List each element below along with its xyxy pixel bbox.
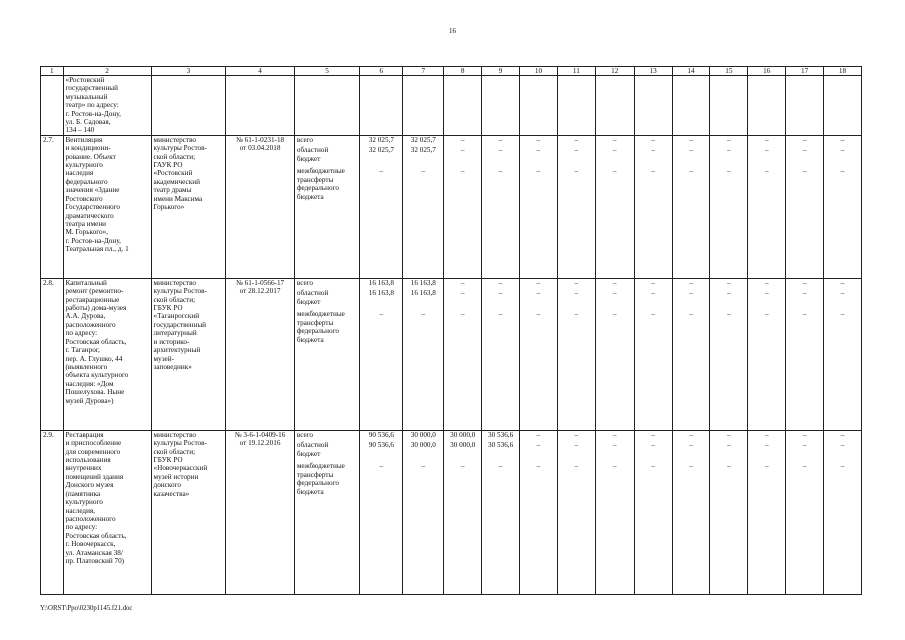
column-header: 16 [748, 67, 786, 76]
amount-value: – [574, 167, 579, 176]
amount-value: – [612, 441, 617, 450]
amount-value: – [379, 310, 384, 319]
funding-sources [294, 278, 360, 430]
amount-value: – [421, 462, 426, 471]
column-header: 17 [786, 67, 824, 76]
amount-value: 30 536,6 [488, 441, 514, 450]
object-name: Капитальный ремонт (ремонтно- реставрационные работы) дома-музея А.А. Дурова, расположенного по адресу: Ростовская область, г. Таганрог, пер. А. Глушко, 44 (выявленного объекта культурного наследия: «Дом Пошелухова. Ныне музей Дурова») [63, 278, 151, 430]
funding-source: всего [296, 135, 314, 144]
column-header: 15 [710, 67, 748, 76]
column-header: 2 [63, 67, 151, 76]
amount-value: – [802, 146, 807, 155]
amount-value: – [689, 146, 693, 155]
amount-value: – [421, 310, 426, 319]
amount-value: – [536, 462, 541, 471]
amount-value: – [498, 462, 503, 471]
continuation-row [41, 76, 862, 136]
amount-cell [520, 278, 558, 430]
amount-value: – [651, 278, 655, 287]
amount-value: – [727, 310, 731, 319]
agreement: № 61-1-0566-17 от 28.12.2017 [226, 278, 295, 430]
amount-cell [557, 135, 595, 278]
amount-value: 30 000,0 [450, 430, 476, 439]
amount-value: – [612, 146, 617, 155]
amount-value: – [612, 430, 617, 439]
amount-value: – [574, 462, 579, 471]
amount-value: – [651, 289, 655, 298]
amount-value: – [727, 462, 731, 471]
amount-cell [748, 430, 786, 594]
funding-source: областной бюджет [296, 146, 329, 163]
object-name: Реставрация и приспособление для современного использования внутренних помещений здания Донского музея (памятника культурного наследия, расположенного по адресу: Ростовская область, г. Новочеркасск, ул. Атаманская 38/ пр. Платовский 70) [63, 430, 151, 594]
amount-value: – [840, 146, 845, 155]
object-name: Вентиляция и кондициони- рование. Объект культурного наследия федерального значения «Здание Ростовского Государственного драматического театра имени М. Горького», г. Ростов-на-Дону, Театральная пл., д. 1 [63, 135, 151, 278]
amount-value: – [840, 430, 845, 439]
amount-value: – [536, 167, 541, 176]
column-header: 13 [634, 67, 672, 76]
amount-value: 16 163,8 [368, 278, 394, 287]
column-header: 18 [824, 67, 862, 76]
amount-cell [595, 135, 634, 278]
amount-cell [710, 430, 748, 594]
amount-cell [444, 135, 482, 278]
amount-cell [520, 430, 558, 594]
amount-cell [360, 430, 403, 594]
file-path-footer: Y:\ORST\Ppo\0230p1145.f21.doc [40, 605, 133, 612]
organization: министерство культуры Ростов- ской области; ГБУК РО «Таганрогский государственный литературный и историко- архитектурный музей- заповедник» [151, 278, 226, 430]
amount-value: 32 025,7 [368, 146, 394, 155]
amount-value: – [498, 135, 503, 144]
amount-value: – [651, 462, 655, 471]
column-header: 5 [294, 67, 360, 76]
column-header: 11 [557, 67, 595, 76]
amount-value: – [727, 430, 731, 439]
amount-cell [824, 430, 862, 594]
funding-source: областной бюджет [296, 441, 329, 458]
amount-value: – [612, 278, 617, 287]
amount-value: – [689, 289, 693, 298]
amount-value: – [727, 146, 731, 155]
amount-value: – [840, 167, 845, 176]
amount-value: – [460, 278, 465, 287]
amount-value: – [612, 462, 617, 471]
amount-value: – [498, 289, 503, 298]
amount-cell [710, 135, 748, 278]
amount-cell [482, 135, 520, 278]
amount-value: – [498, 278, 503, 287]
amount-value: – [460, 135, 465, 144]
amount-value: – [764, 441, 769, 450]
amount-value: – [840, 310, 845, 319]
amount-value: – [764, 430, 769, 439]
amount-value: – [764, 278, 769, 287]
amount-value: – [379, 462, 384, 471]
amount-value: – [840, 135, 845, 144]
amount-value: – [651, 430, 655, 439]
amount-value: – [840, 441, 845, 450]
amount-value: – [536, 146, 541, 155]
amount-value: – [802, 135, 807, 144]
amount-value: 30 000,0 [410, 441, 436, 450]
amount-cell [748, 135, 786, 278]
funding-source: областной бюджет [296, 289, 329, 306]
amount-value: – [727, 135, 731, 144]
amount-value: – [460, 146, 465, 155]
column-header: 8 [444, 67, 482, 76]
amount-value: – [574, 289, 579, 298]
agreement: № 3-6-1-0409-16 от 19.12.2016 [226, 430, 295, 594]
amount-cell [482, 278, 520, 430]
amount-value: – [651, 167, 655, 176]
amount-cell [672, 278, 710, 430]
column-header: 12 [595, 67, 634, 76]
amount-cell [403, 278, 444, 430]
amount-cell [403, 135, 444, 278]
amount-cell [595, 278, 634, 430]
amount-value: – [802, 167, 807, 176]
row-number: 2.7. [41, 135, 64, 278]
amount-value: – [498, 310, 503, 319]
amount-value: 32 025,7 [410, 135, 436, 144]
amount-value: – [727, 441, 731, 450]
funding-sources [294, 135, 360, 278]
amount-value: – [802, 289, 807, 298]
amount-value: – [802, 310, 807, 319]
column-header: 6 [360, 67, 403, 76]
amount-value: – [651, 310, 655, 319]
amount-cell [824, 278, 862, 430]
amount-value: – [536, 441, 541, 450]
amount-value: – [460, 167, 465, 176]
amount-value: 16 163,8 [368, 289, 394, 298]
cell-num [41, 76, 64, 136]
amount-value: – [689, 441, 693, 450]
amount-cell [748, 278, 786, 430]
budget-table [40, 66, 862, 595]
column-header: 10 [520, 67, 558, 76]
column-header: 1 [41, 67, 64, 76]
row-number: 2.9. [41, 430, 64, 594]
amount-value: – [612, 310, 617, 319]
amount-value: – [536, 289, 541, 298]
amount-value: 16 163,8 [410, 289, 436, 298]
amount-value: – [689, 167, 693, 176]
amount-value: – [840, 278, 845, 287]
funding-source: межбюджетные трансферты федерального бюджета [296, 462, 345, 496]
amount-value: 30 536,6 [488, 430, 514, 439]
amount-value: – [574, 146, 579, 155]
amount-value: – [689, 462, 693, 471]
amount-value: – [574, 430, 579, 439]
amount-value: – [498, 167, 503, 176]
amount-value: – [498, 146, 503, 155]
amount-value: – [536, 135, 541, 144]
amount-value: – [651, 441, 655, 450]
column-header: 4 [226, 67, 295, 76]
amount-value: – [764, 289, 769, 298]
amount-cell [444, 278, 482, 430]
table-row [41, 430, 862, 594]
funding-source: межбюджетные трансферты федерального бюджета [296, 310, 345, 344]
amount-value: – [689, 430, 693, 439]
amount-value: – [379, 167, 384, 176]
amount-cell [786, 135, 824, 278]
table-row [41, 278, 862, 430]
amount-value: – [802, 462, 807, 471]
amount-value: – [727, 167, 731, 176]
amount-value: – [460, 462, 465, 471]
amount-cell [557, 430, 595, 594]
amount-value: – [802, 278, 807, 287]
amount-value: – [764, 167, 769, 176]
header-row [41, 67, 862, 76]
funding-sources [294, 430, 360, 594]
organization: министерство культуры Ростов- ской области; ГАУК РО «Ростовский академический театр драмы имени Максима Горького» [151, 135, 226, 278]
amount-cell [520, 135, 558, 278]
column-header: 3 [151, 67, 226, 76]
amount-value: – [574, 441, 579, 450]
amount-value: – [727, 278, 731, 287]
column-header: 7 [403, 67, 444, 76]
amount-value: – [840, 289, 845, 298]
amount-value: – [802, 430, 807, 439]
amount-value: 30 000,0 [450, 441, 476, 450]
amount-value: – [651, 146, 655, 155]
amount-cell [482, 430, 520, 594]
amount-value: – [536, 310, 541, 319]
amount-cell [672, 135, 710, 278]
amount-value: – [574, 135, 579, 144]
column-header: 14 [672, 67, 710, 76]
amount-cell [824, 135, 862, 278]
amount-value: – [840, 462, 845, 471]
amount-cell [444, 430, 482, 594]
amount-cell [403, 430, 444, 594]
funding-source: всего [296, 430, 314, 439]
amount-value: – [460, 289, 465, 298]
amount-cell [595, 430, 634, 594]
funding-source: всего [296, 278, 314, 287]
amount-cell [786, 430, 824, 594]
amount-cell [786, 278, 824, 430]
amount-value: 30 000,0 [410, 430, 436, 439]
amount-value: – [421, 167, 426, 176]
amount-value: 16 163,8 [410, 278, 436, 287]
amount-cell [672, 430, 710, 594]
amount-value: 32 025,7 [368, 135, 394, 144]
amount-value: 90 536,6 [368, 441, 394, 450]
table-row [41, 135, 862, 278]
amount-cell [557, 278, 595, 430]
amount-value: – [536, 278, 541, 287]
amount-value: – [536, 430, 541, 439]
amount-value: – [764, 135, 769, 144]
amount-value: – [612, 289, 617, 298]
amount-value: – [727, 289, 731, 298]
amount-value: – [764, 146, 769, 155]
amount-cell [710, 278, 748, 430]
funding-source: межбюджетные трансферты федерального бюджета [296, 167, 345, 201]
amount-value: – [612, 135, 617, 144]
page-number: 16 [449, 27, 456, 35]
amount-value: 32 025,7 [410, 146, 436, 155]
amount-value: – [689, 278, 693, 287]
amount-value: – [764, 310, 769, 319]
amount-value: – [689, 135, 693, 144]
object-name: «Ростовский государственный музыкальный театр» по адресу: г. Ростов-на-Дону, ул. Б. Садовая, 134 – 140 [63, 76, 151, 136]
amount-cell [634, 278, 672, 430]
amount-value: – [764, 462, 769, 471]
amount-value: – [460, 310, 465, 319]
amount-value: – [689, 310, 693, 319]
amount-value: – [612, 167, 617, 176]
amount-value: – [802, 441, 807, 450]
amount-cell [634, 430, 672, 594]
row-number: 2.8. [41, 278, 64, 430]
amount-cell [360, 135, 403, 278]
amount-value: – [574, 310, 579, 319]
organization: министерство культуры Ростов- ской области; ГБУК РО «Новочеркасский музей истории донского казачества» [151, 430, 226, 594]
agreement: № 61-1-0231-18 от 03.04.2018 [226, 135, 295, 278]
amount-value: – [651, 135, 655, 144]
amount-cell [360, 278, 403, 430]
amount-value: 90 536,6 [368, 430, 394, 439]
column-header: 9 [482, 67, 520, 76]
amount-value: – [574, 278, 579, 287]
amount-cell [634, 135, 672, 278]
